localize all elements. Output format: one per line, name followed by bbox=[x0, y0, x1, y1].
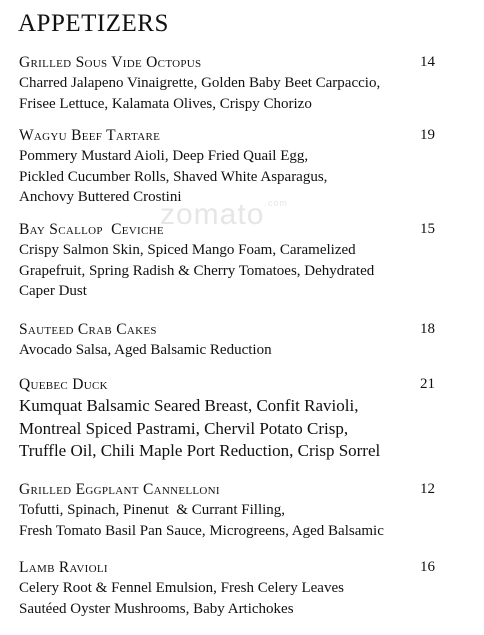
menu-item-description-line: Caper Dust bbox=[19, 283, 87, 299]
menu-item-description-line: Anchovy Buttered Crostini bbox=[19, 189, 182, 205]
menu-item-name: Grilled Eggplant Cannelloni bbox=[19, 481, 220, 498]
menu-item-name: Grilled Sous Vide Octopus bbox=[19, 54, 202, 71]
menu-item-description-line: Fresh Tomato Basil Pan Sauce, Microgreens, Aged Balsamic bbox=[19, 522, 384, 539]
menu-item-header bbox=[19, 479, 437, 500]
menu-item-name: Lamb Ravioli bbox=[19, 559, 108, 576]
menu-item-description-line: Grapefruit, Spring Radish & Cherry Tomatoes, Dehydrated bbox=[19, 262, 375, 279]
menu-item-price: 14 bbox=[420, 54, 435, 70]
menu-item-price: 12 bbox=[420, 481, 435, 497]
menu-item-octopus bbox=[19, 52, 437, 114]
watermark-text: zomato bbox=[160, 198, 265, 231]
menu-item-description-line: Sautéed Oyster Mushrooms, Baby Artichokes bbox=[19, 600, 294, 617]
menu-item-price: 16 bbox=[420, 559, 435, 575]
menu-item-header bbox=[19, 319, 437, 340]
menu-item-price: 15 bbox=[420, 221, 435, 237]
menu-item-description-line: Avocado Salsa, Aged Balsamic Reduction bbox=[19, 342, 272, 358]
page-title: APPETIZERS bbox=[18, 10, 169, 37]
menu-item-crab-cakes bbox=[19, 319, 437, 361]
menu-item-description-line: Pommery Mustard Aioli, Deep Fried Quail Egg, bbox=[19, 148, 309, 164]
menu-item-price: 19 bbox=[420, 127, 435, 143]
menu-item-quebec-duck bbox=[19, 374, 437, 463]
menu-item-eggplant-cannelloni bbox=[19, 479, 437, 541]
menu-item-header bbox=[19, 125, 437, 146]
menu-item-description-line: Kumquat Balsamic Seared Breast, Confit Ravioli, bbox=[19, 396, 359, 415]
menu-item-description-line: Montreal Spiced Pastrami, Chervil Potato Crisp, bbox=[19, 418, 349, 438]
menu-item-scallop-ceviche bbox=[19, 219, 437, 302]
menu-item-description-line: Crispy Salmon Skin, Spiced Mango Foam, Caramelized bbox=[19, 242, 356, 258]
menu-item-lamb-ravioli bbox=[19, 557, 437, 619]
menu-item-header bbox=[19, 374, 437, 395]
menu-item-header bbox=[19, 219, 437, 240]
menu-item-name: Quebec Duck bbox=[19, 376, 108, 393]
menu-item-name: Wagyu Beef Tartare bbox=[19, 127, 161, 144]
menu-item-description-line: Frisee Lettuce, Kalamata Olives, Crispy Chorizo bbox=[19, 95, 312, 112]
menu-item-description-line: Truffle Oil, Chili Maple Port Reduction, Crisp Sorrel bbox=[19, 441, 381, 460]
menu-item-price: 18 bbox=[420, 321, 435, 337]
menu-item-header bbox=[19, 52, 437, 73]
menu-item-name: Bay Scallop Ceviche bbox=[19, 221, 164, 238]
menu-item-description-line: Tofutti, Spinach, Pinenut & Currant Filling, bbox=[19, 502, 286, 518]
menu-item-wagyu-tartare bbox=[19, 125, 437, 208]
menu-item-description-line: Celery Root & Fennel Emulsion, Fresh Celery Leaves bbox=[19, 580, 344, 596]
menu-item-price: 21 bbox=[420, 376, 435, 392]
menu-item-name: Sauteed Crab Cakes bbox=[19, 321, 157, 338]
menu-item-header bbox=[19, 557, 437, 578]
watermark-suffix: .com bbox=[264, 198, 288, 208]
menu-item-description-line: Pickled Cucumber Rolls, Shaved White Asparagus, bbox=[19, 168, 328, 185]
menu-item-description-line: Charred Jalapeno Vinaigrette, Golden Baby Beet Carpaccio, bbox=[19, 75, 381, 91]
